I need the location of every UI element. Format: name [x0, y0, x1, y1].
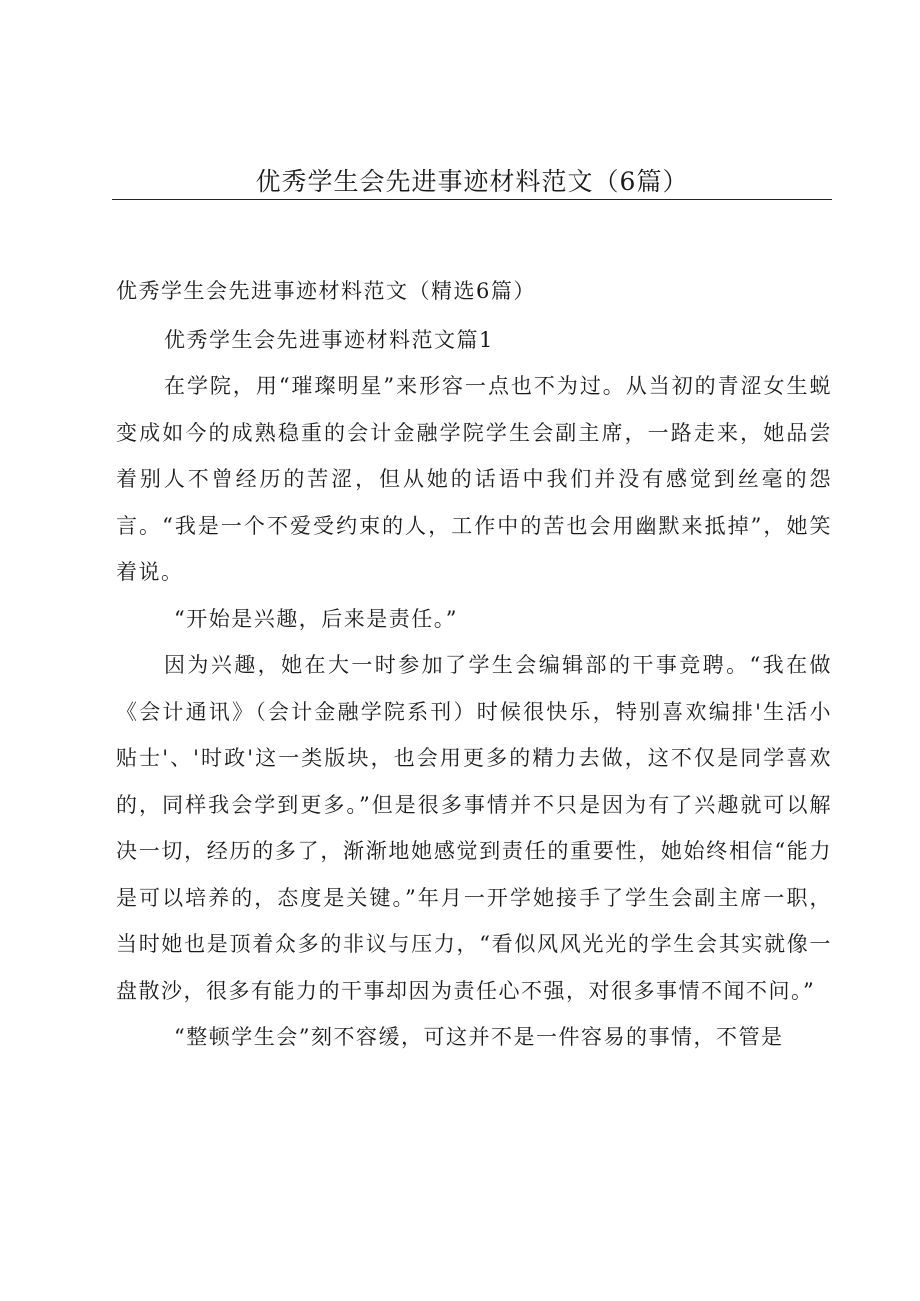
- document-body: [116, 268, 832, 1061]
- document-title: 优秀学生会先进事迹材料范文（6篇）: [255, 167, 689, 196]
- paragraph-3: “整顿学生会”刻不容缓，可这并不是一件容易的事情，不管是: [174, 1025, 784, 1049]
- document-subtitle: 优秀学生会先进事迹材料范文（精选6篇）: [116, 279, 536, 303]
- paragraph-quote: “开始是兴趣，后来是责任。”: [174, 606, 458, 631]
- title-underline: [112, 199, 832, 200]
- paragraph-1: 在学院，用“璀璨明星”来形容一点也不为过。从当初的青涩女生蜕变成如今的成熟稳重的会计金融学院学生会副主席，一路走来，她品尝着别人不曾经历的苦涩，但从她的话语中我们并没有感觉到丝毫的怨言。“我是一个不爱受约束的人，工作中的苦也会用幽默来抵掉”，她笑着说。: [116, 374, 832, 584]
- section-heading: 优秀学生会先进事迹材料范文篇1: [164, 327, 494, 352]
- paragraph-2: 因为兴趣，她在大一时参加了学生会编辑部的干事竞聘。“我在做《会计通讯》（会计金融学院系刊）时候很快乐，特别喜欢编排'生活小贴士'、'时政'这一类版块，也会用更多的精力去做，这不仅是同学喜欢的，同样我会学到更多。”但是很多事情并不只是因为有了兴趣就可以解决一切，经历的多了，渐渐地她感觉到责任的重要性，她始终相信“能力是可以培养的，态度是关键。”年月一开学她接手了学生会副主席一职，当时她也是顶着众多的非议与压力，“看似风风光光的学生会其实就像一盘散沙，很多有能力的干事却因为责任心不强，对很多事情不闻不问。”: [116, 653, 832, 1003]
